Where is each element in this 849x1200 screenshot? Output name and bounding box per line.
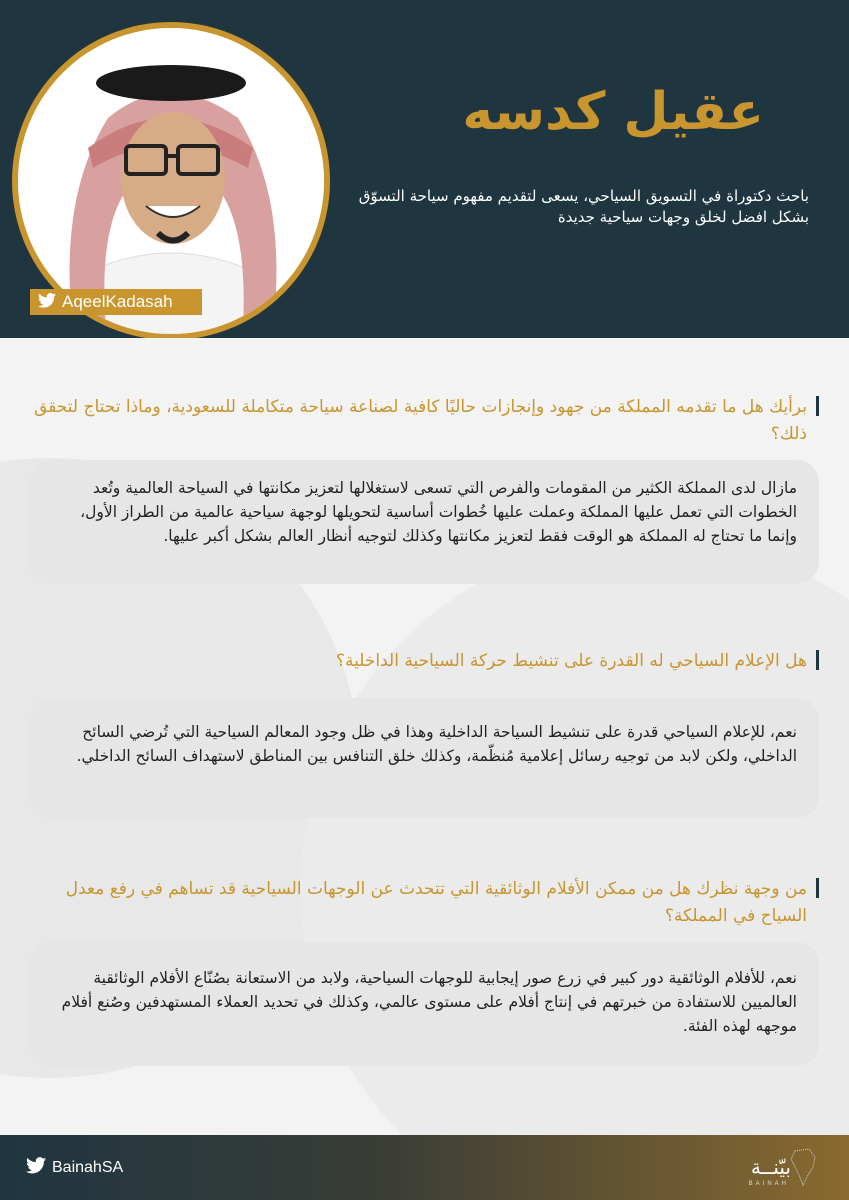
person-name: عقيل كدسه [462, 82, 764, 142]
africa-map-icon [787, 1147, 821, 1187]
question-text: من وجهة نظرك هل من ممكن الأفلام الوثائقية التي تتحدث عن الوجهات السياحية قد تساهم في رفع معدل السياح في المملكة؟ [65, 879, 807, 926]
answer-text: مازال لدى المملكة الكثير من المقومات والفرص التي تسعى لاستغلالها لتعزيز مكانتها في السياحة العالمية وتُعد الخطوات التي تعمل عليها المملكة وعملت عليها خُطوات أساسية لتحويلها لوجهة سياحية عالمية من الطراز الأول، وإنما ما تحتاج له المملكة هو الوقت فقط لتعزيز مكانتها وكذلك لتوجيه أنظار العالم بشكل أكبر عليها. [80, 479, 797, 545]
question-marker [816, 878, 819, 898]
question-2 [27, 648, 819, 675]
bainah-logo [731, 1143, 821, 1193]
question-text: برأيك هل ما تقدمه المملكة من جهود وإنجازات حاليًا كافية لصناعة سياحة متكاملة للسعودية، وماذا تحتاج لتحقق ذلك؟ [34, 397, 807, 444]
logo-latin-text: BAINAH [748, 1181, 789, 1187]
profile-header [0, 0, 849, 338]
footer-twitter-link[interactable] [26, 1157, 123, 1178]
question-marker [816, 396, 819, 416]
question-text: هل الإعلام السياحي له القدرة على تنشيط حركة السياحية الداخلية؟ [335, 651, 807, 671]
person-bio: باحث دكتوراة في التسويق السياحي، يسعى لتقديم مفهوم سياحة التسوّق بشكل افضل لخلق وجهات سياحية جديدة [358, 187, 809, 226]
answer-text: نعم، للأفلام الوثائقية دور كبير في زرع صور إيجابية للوجهات السياحية، ولابد من الاستعانة بصُنّاع الأفلام الوثائقية العالميين للاستفادة من خبرتهم في إنتاج أفلام على مستوى عالمي، وكذلك في تحديد العملاء المستهدفين وصُنع أفلام موجهه لهذه الفئة. [61, 969, 797, 1035]
footer-bar [0, 1135, 849, 1200]
question-marker [816, 650, 819, 670]
answer-2 [30, 698, 819, 818]
logo-arabic-text: بيّنــة [750, 1155, 791, 1179]
twitter-handle: AqeelKadasah [62, 292, 173, 311]
footer-handle: BainahSA [52, 1158, 124, 1176]
answer-1 [30, 460, 819, 584]
question-1 [27, 394, 819, 448]
twitter-bird-icon [26, 1157, 46, 1178]
twitter-bird-icon [38, 293, 56, 312]
answer-text: نعم، للإعلام السياحي قدرة على تنشيط السياحة الداخلية وهذا في ظل وجود المعالم السياحية التي تُرضي السائح الداخلي، ولكن لابد من توجيه رسائل إعلامية مُنظّمة، وكذلك خلق التنافس بين المناطق لاستهداف السائح الداخلي. [76, 723, 797, 765]
question-3 [27, 876, 819, 930]
twitter-handle-badge[interactable] [30, 289, 202, 315]
answer-3 [30, 942, 819, 1066]
